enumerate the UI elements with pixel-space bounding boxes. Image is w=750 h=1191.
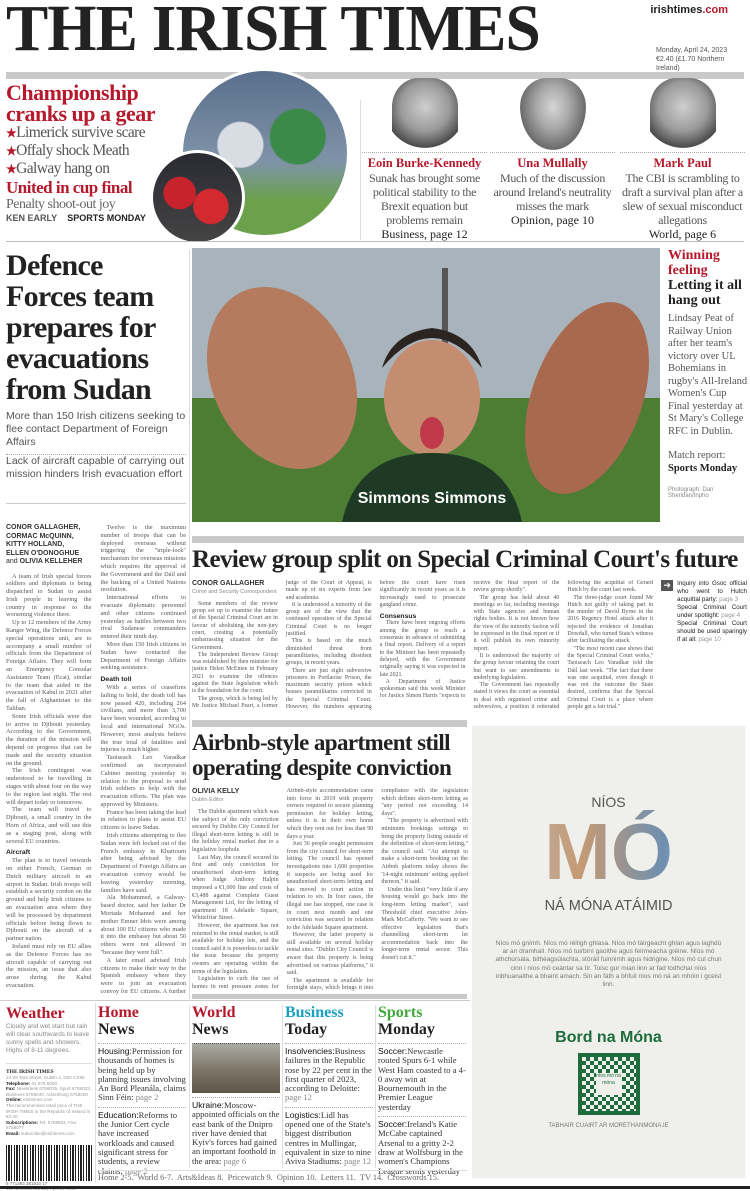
- lead-standfirst-2: Lack of aircraft capable of carrying out mission hinders Irish evacuation effort: [6, 455, 185, 480]
- section-subtitle: Today: [285, 1021, 328, 1038]
- paragraph: "The property is advertised with minimum bookings settings to bring the property listing outside of the definition of short-term letting," the council said. "An attempt to make a short-term booking on the Airbnb platform today shows the '14-night minimum' setting applied thereon," it said.: [381, 818, 468, 886]
- paragraph: Some members of the review group set up to examine the future of the Special Criminal Court are in favour of abolishing the non-jury court, creating a potentially embarrassing situation for the Government.: [192, 600, 278, 651]
- site-url[interactable]: [650, 4, 728, 16]
- divider: [360, 100, 361, 240]
- paragraph: The Independent Review Group was established by then minister for justice Helen McEntee in February 2021 to examine the offences against the State legislation which is the foundation for the court.: [192, 651, 278, 695]
- caption-kicker: Winning feeling: [668, 248, 720, 278]
- columnist-teaser: The CBI is scrambling to draft a survival plan after a slew of sexual misconduct allegations: [622, 171, 743, 227]
- paragraph: Just 36 people sought permission from the city council for short-term letting. The council has opened investigations into 1,600 properties it suspects are being used for unauthorised short-term letting and has moved to court action in relation to six. In four cases, the illegal use has stopped, one case is in court next month and one conviction was secured in relation to the Adelaide Square apartment.: [286, 841, 374, 931]
- columnist-teaser: Sunak has brought some political stability to the Brexit equation but problems remain: [368, 171, 481, 227]
- lead-body: [6, 524, 186, 996]
- ad-top: NÍOS: [591, 794, 626, 810]
- paragraph: The group, which is being led by Mr Justice Michael Peart, a former judge of the Court of Appeal, is made up of six experts from law and academia.: [192, 580, 372, 709]
- page-index: Home 2-5. World 6-7. Arts&Ideas 8. Pricewatch 9. Opinion 10. Letters 11. TV 14. Crosswords 15.: [98, 1170, 468, 1182]
- review-role: Crime and Security Correspondent: [192, 588, 277, 595]
- promo-headline: Championship cranks up a gear: [6, 80, 156, 126]
- lead-standfirst: More than 150 Irish citizens seeking to flee contact Department of Foreign Affairs: [6, 410, 186, 455]
- section-home: [98, 1004, 186, 1176]
- site-tld: .com: [702, 4, 728, 16]
- section-item[interactable]: Ukraine:Moscow-appointed officials on the east bank of the Dnipro river have denied that Kyiv's forces had gained an important foothold in the area: page 6: [192, 1097, 280, 1166]
- related-links[interactable]: [661, 580, 747, 644]
- promo-bullet: ★Galway hang on: [6, 160, 110, 177]
- divider: [192, 720, 467, 727]
- masthead-title: THE IRISH TIMES: [6, 0, 540, 65]
- promo-section: SPORTS MONDAY: [67, 213, 146, 223]
- columnist-2[interactable]: [490, 78, 615, 227]
- promo-sub: Penalty shoot-out joy: [6, 197, 116, 212]
- paragraph: The apartment is available for fortnight stays, which brings it into compliance with the legislation which defines short-term letting as "any period not exceeding 14 days".: [286, 788, 468, 992]
- paragraph: The Irish contingent was understood to be travelling in stages with about four on the way to the region last night. The rest will depart today or tomorrow.: [6, 767, 92, 806]
- caption-text: Lindsay Peat of Railway Union after her team's victory over UL Bohemians in rugby's All-Ireland Women's Cup Final yesterday at St Mary's College RFC in Dublin.: [668, 313, 748, 437]
- issue-price: €2.40 (£1.70 Northern Ireland): [656, 56, 725, 72]
- match-label: Match report:: [668, 450, 726, 461]
- airbnb-role: Dublin Editor: [192, 796, 224, 803]
- divider: [189, 1005, 190, 1168]
- arrow-right-icon: ➜: [661, 580, 673, 591]
- subhead: Aircraft: [6, 849, 31, 857]
- paragraph: Up to 12 members of the Army Ranger Wing, the Defence Forces special operations unit, are to accompany a small number of officials from the Department of Foreign Affairs. They will form an Emergency Consular Assistance Team (Ecat), similar to the team that aided in the evacuation of Kabul in 2021 after the fall of Afghanistan to the Taliban.: [6, 619, 92, 713]
- imprint-line: Online: irishtimes.com: [6, 1097, 53, 1103]
- review-headline[interactable]: Review group split on Special Criminal Court's future: [192, 546, 738, 573]
- section-subtitle: News: [98, 1021, 135, 1038]
- section-title: Home: [98, 1004, 139, 1021]
- review-body: [192, 580, 747, 712]
- columnist-photo: [520, 78, 586, 150]
- columnist-name: Una Mullally: [490, 152, 615, 171]
- weather-panel: [6, 1005, 92, 1191]
- issue-date: Monday, April 24, 2023: [656, 47, 728, 54]
- related-link[interactable]: Special Criminal Court under spotlight: page 4: [677, 604, 747, 619]
- united-photo: [150, 150, 245, 245]
- imprint-line: 24-28 Tara Street, Dublin 2, D02 CX89: [6, 1075, 85, 1080]
- divider: [6, 241, 744, 242]
- qr-code[interactable]: [578, 1053, 640, 1115]
- promo-bullet: ★Offaly shock Meath: [6, 142, 130, 159]
- paragraph: The plan is to travel onwards on either French, German or Dutch military aircraft to an airport in Sudan. Irish troops will establish a security cordon on the ground and help Irish citizens to an evacuation area where they will be processed by department officials before being flown to Djibouti on the aircraft of a partner nation.: [6, 857, 92, 943]
- tank-photo: [192, 1043, 280, 1093]
- promo-author: KEN EARLY: [6, 213, 58, 223]
- paragraph: The three-judge court found Mr Hutch not guilty of taking part in the murder of David Byrne in the 2016 Regency Hotel attack after it rejected the evidence of Jonathan Dowdall, who turned State's witness after facilitating the attack.: [567, 594, 654, 645]
- paragraph: More than 150 Irish citizens in Sudan have contacted the Department of Foreign Affairs seeking assistance.: [100, 640, 186, 672]
- paragraph: A team of Irish special forces soldiers and diplomats is being dispatched to Sudan to assist Irish people in leaving the country in response to the worsening violence there.: [6, 572, 92, 619]
- paragraph: Legislation to curb the use of homes in rent pressure zones for Airbnb-style accommodation came into force in 2019 with property owners required to secure planning permission for holiday letting, unless it is in their own home which they rent out for less than 90 days a year.: [192, 788, 374, 990]
- columnist-name: Mark Paul: [620, 152, 745, 171]
- divider: [192, 536, 744, 543]
- paragraph: The team will travel to Djibouti, a small country in the Horn of Africa, and will use this as a staging post, along with several EU countries.: [6, 806, 92, 845]
- dateline: [656, 46, 750, 73]
- paragraph: There have been ongoing efforts among the group to reach a consensus in advance of submitting a final report. Delivery of a report to the Minister has been repeatedly delayed, with the Government originally saying it was expected in late 2021.: [379, 620, 466, 678]
- ad-big-word: MÓ: [472, 810, 745, 894]
- paragraph: "The most recent case shows that the Special Criminal Court works," Taoiseach Leo Varadkar told the Dáil last week. "The fact that there was one acquittal, even though it was not the outcome the State desired, confirms that the Special Criminal Court is a place where people get a fair trial.": [567, 645, 654, 711]
- paragraph: With a series of ceasefires failing to hold, the death toll has now passed 420, including 264 civilians, and more than 3,700 have been wounded, according to local and international NGOs. However, most analysts believe the true total of fatalities and injuries is much higher.: [100, 683, 186, 754]
- match-section[interactable]: Sports Monday: [668, 462, 738, 474]
- section-item[interactable]: Education:Reforms to the Junior Cert cycle have increased workloads and caused significant stress for students, a review claims: page 2: [98, 1107, 186, 1176]
- paragraph: A later email advised Irish citizens to make their way to the Spanish embassy where they were to join an evacuation convoy for EU citizens. A further: [100, 956, 186, 996]
- paragraph: Twelve is the maximum number of troops that can be deployed overseas without triggering the "triple-lock" mechanism for overseas missions which requires the approval of the Government and the Dáil and the backing of a United Nations resolution.: [100, 524, 186, 594]
- ad-brand-logo: Bord na Móna: [555, 1029, 662, 1047]
- section-item[interactable]: Soccer:Newcastle routed Spurs 6-1 while West Ham coasted to a 4-0 away win at Bournemouth in the Premier League yesterday: [378, 1043, 466, 1112]
- lead-byline: CONOR GALLAGHER, CORMAC McQUINN, KITTY HOLLAND, ELLEN O'DONOGHUE and OLIVIA KELLEHER: [6, 524, 83, 565]
- lead-photo: [192, 248, 660, 522]
- section-item[interactable]: Logistics:Lidl has opened one of the State's biggest distribution centres in Mullingar, equivalent in size to nine Aviva Stadiums: page 12: [285, 1107, 373, 1167]
- columnist-photo: [650, 78, 716, 150]
- divider: [189, 250, 190, 1000]
- imprint-line: Telephone: 01 675 8000: [6, 1080, 57, 1086]
- lead-headline[interactable]: Defence Forces team prepares for evacuations from Sudan: [6, 249, 156, 406]
- weather-title: Weather: [6, 1005, 65, 1022]
- imprint-title: THE IRISH TIMES: [6, 1069, 54, 1075]
- columnist-1[interactable]: [362, 78, 487, 241]
- paragraph: Ireland must rely on EU allies as the Defence Forces has no aircraft capable of carrying out the mission, an issue that also arose during the Kabul evacuation.: [6, 942, 92, 989]
- ad-tagline: NÁ MÓNA ATÁIMID: [544, 898, 673, 914]
- paragraph: International efforts to evacuate diplomatic personnel and other citizens continued yesterday as battles between two rival Sudanese commanders entered their ninth day.: [100, 594, 186, 641]
- section-subtitle: News: [192, 1021, 229, 1038]
- site-name: irishtimes: [650, 4, 703, 16]
- section-item[interactable]: Insolvencies:Business failures in the Republic rose by 22 per cent in the first quarter of 2023, according to Deloitte: page 12: [285, 1043, 373, 1103]
- section-item[interactable]: Housing:Permission for thousands of homes is being held up by planning issues involving An Bord Pleanála, claims Sinn Féin: page 2: [98, 1043, 186, 1103]
- divider: [375, 1005, 376, 1168]
- section-world: [192, 1004, 280, 1166]
- airbnb-byline: OLIVIA KELLY: [192, 788, 240, 795]
- paragraph: The Dublin apartment which was the subject of the only conviction secured by Dublin City Council for illegal short-term letting is still in the holiday rental market due to a legislative loophole.: [192, 809, 279, 854]
- columnist-teaser: Much of the discussion around Ireland's neutrality misses the mark: [493, 171, 612, 213]
- columnist-page: World, page 6: [648, 227, 717, 241]
- airbnb-body: [192, 788, 468, 994]
- ad-copy: Níos mó gnímh. Níos mó réitigh ghlasa. Níos mó táirgeacht ghlan agus laghdú ar an dramhaíl. Níos mó tuirbíní gaoithe agus feirmeacha gréine. Níos mó athchúrsála, bithéagsúlachta, stóráil fuinnimh agus hidrigine. Níos mó cul chun cinn i níos mó ceantar sa tír. Toisc gur mian linn ar fad todhchaí níos inbhuanaithe a bhaint amach. Sin an fáth a bhfuil níos mó ná an mhóin i gceist linn.: [495, 940, 722, 989]
- imprint-line: The recommended retail price of THE IRISH TIMES in the Republic of Ireland is €2.40: [6, 1102, 91, 1120]
- ad-cta[interactable]: TABHAIR CUAIRT AR MORETHANMONA.IE: [548, 1123, 669, 1130]
- paragraph: There are just eight subversive prisoners in Portlaoise Prison, the maximum security prison which houses paramilitaries convicted in the Special Criminal Court. However, the numbers appearing before the court have risen significantly in recent years as it is increasingly used to prosecute gangland crime.: [285, 580, 466, 711]
- columnist-3[interactable]: [620, 78, 745, 241]
- paragraph: The group has held about 40 meetings so far, including meetings with State agencies and human rights bodies. It is not known how the view of the minority faction will be expressed in the final report or if it will publish its own minority report.: [473, 594, 560, 652]
- photo-caption: [668, 248, 748, 499]
- paragraph: Taoiseach Leo Varadkar confirmed an incorporated Cabinet meeting yesterday in relation to the proposal to send Irish soldiers to help with the evacuation efforts. The plan was approved by Ministers.: [100, 754, 186, 808]
- paragraph: Irish citizens attempting to flee Sudan were left locked out of the French embassy in Khartoum after being advised by the Department of Foreign Affairs an evacuation convoy would be leaving yesterday morning, families have said.: [100, 832, 186, 894]
- barcode-number: 9 771393 381510 17: [6, 1180, 48, 1186]
- related-link[interactable]: Inquiry into Gsoc official who went to Hutch acquittal party: page 3: [677, 580, 747, 603]
- promo-bullet: ★Limerick survive scare: [6, 124, 145, 141]
- section-subtitle: Monday: [378, 1021, 435, 1038]
- columnist-name: Eoin Burke-Kennedy: [362, 152, 487, 171]
- subhead: Death toll: [100, 676, 132, 684]
- related-link[interactable]: Special Criminal Court should be used sparingly if at all: page 10: [677, 620, 747, 643]
- paragraph: The Government has repeatedly stated it views the court as essential to deal with organised crime and subversives, a position it reiterated following the acquittal of Gerard Hutch by the court last week.: [473, 580, 654, 711]
- section-sports: [378, 1004, 466, 1176]
- weather-text: Cloudy and wet start but rain will clear southwards to leave sunny spells and showers. Highs of 8-11 degrees.: [6, 1023, 92, 1064]
- bord-na-mona-ad[interactable]: [472, 726, 745, 1178]
- imprint-line: Email: subscribe@irishtimes.com: [6, 1130, 75, 1136]
- divider: [0, 1000, 470, 1001]
- paragraph: It is understood the majority of the group favour retaining the court but want to see amendments to underlying legislation.: [473, 652, 560, 681]
- paragraph: Ala Mohammed, a Galway-based doctor, said her father Dr Mortada Mohamed and her mother Emner Idris were among about 100 EU citizens who made it into the embassy but about 50 others were not allowed in "because they were full".: [100, 894, 186, 957]
- jersey-sponsor: Simmons Simmons: [357, 490, 507, 507]
- divider: [6, 503, 186, 504]
- imprint-line: Fax: Newsdesk 6758035, Sport 6758033, Business 6758040, Advertising 6758000: [6, 1086, 92, 1097]
- section-title: Sports: [378, 1004, 423, 1021]
- barcode: [6, 1145, 92, 1181]
- columnist-photo: [392, 78, 458, 150]
- divider: [192, 994, 467, 999]
- section-business: [285, 1004, 373, 1167]
- paragraph: Under this limit "very little if any housing would go back into the long-term letting market", said Threshold chief executive John-Mark McCafferty. "We want to see effective legislation that's channelling short-term let accommodation back into the longer-term rental sector. This doesn't cut it.": [381, 886, 468, 962]
- divider: [282, 1005, 283, 1168]
- qr-label: níos mó ná móna: [596, 1073, 622, 1095]
- section-title: Business: [285, 1004, 344, 1021]
- airbnb-headline[interactable]: Airbnb-style apartment still operating despite conviction: [192, 730, 452, 780]
- caption-headline: Letting it all hang out: [668, 278, 742, 308]
- section-title: World: [192, 1004, 236, 1021]
- section-item[interactable]: Soccer:Ireland's Katie McCabe captained Arsenal to a gritty 2-2 draw at Wolfsburg in the women's Champions League semis yesterday: [378, 1116, 466, 1176]
- columnist-page: Business, page 12: [381, 227, 468, 241]
- paragraph: However, the latter property is still available on several holiday rental sites. "Dublin City Council is aware that this property is being advertised on various platforms," it said.: [286, 932, 374, 977]
- paragraph: France has been taking the lead in relation to plans to assist EU citizens to leave Sudan.: [100, 808, 186, 832]
- paragraph: This is based on the much diminished threat from paramilitaries, including dissident groups, in recent years.: [285, 638, 372, 667]
- photo-credit: Photograph: Dan Sheridan/Inpho: [668, 487, 714, 499]
- paragraph: It is understood a minority of the group are of the view that the continued operation of the Special Criminal Court is no longer justified.: [285, 601, 372, 638]
- promo-headline-2: United in cup final: [6, 178, 133, 197]
- paragraph: Some Irish officials were due to arrive in Djibouti yesterday. According to the Government, the duration of the mission will depend on progress that can be made and the security situation on the ground.: [6, 712, 92, 767]
- rugby-player-photo: [192, 248, 660, 522]
- imprint-line: Subscriptions: Tel: 8758804, Fax: 6758077: [6, 1119, 78, 1131]
- columnist-page: Opinion, page 10: [511, 213, 594, 227]
- review-byline: CONOR GALLAGHER: [192, 580, 265, 587]
- divider: [95, 1003, 96, 1183]
- paragraph: However, the apartment has not returned to the rental market, is still available for holiday lets, and the council said it is powerless to tackle the issue because the property owners are operating within the terms of the legislation.: [192, 923, 279, 975]
- paragraph: A Department of Justice spokesman said this week Minister for Justice Simon Harris "expects to receive the final report of the review group shortly".: [379, 580, 560, 700]
- subhead: Consensus: [379, 613, 417, 621]
- paragraph: Last May, the council secured its first and only conviction for unauthorised short-term letting when Judge Anthony Halpin imposed a €1,000 fine and costs of €3,488 against Complete Guest Management Ltd, for the letting of apartment 18 Adelaide Square, Whitefriar Street.: [192, 854, 279, 922]
